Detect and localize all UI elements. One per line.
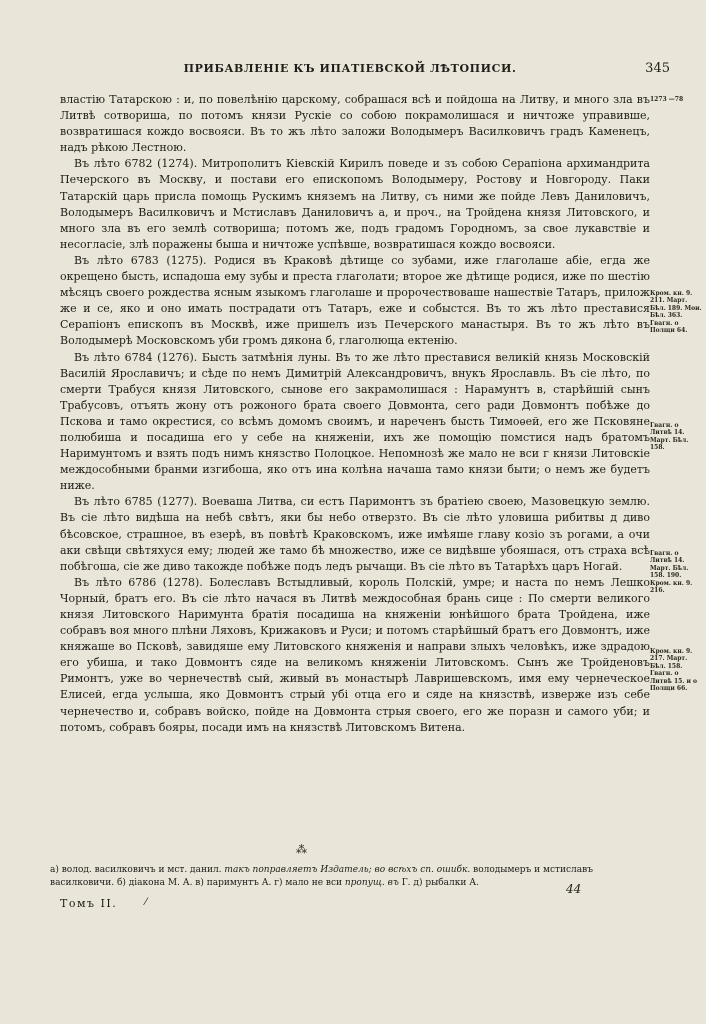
footnotes (50, 864, 650, 890)
margin-note-sources: Кром. кн. 9. 211. Март. Бѣл. 189. Мои. Бѣл. 363. Гвагн. о Полщи 64. (650, 290, 702, 335)
margin-note-years: 1273 —78 (650, 96, 684, 103)
page-number: 345 (645, 61, 670, 76)
footnote-editor-note: такъ поправляетъ Издатель; во всѣхъ сп. ошибк. (224, 865, 471, 875)
footnote-editor-note: пропущ. въ (344, 878, 399, 888)
pencil-tick-mark: ⁄ (145, 897, 147, 908)
sheet-signature: 44 (566, 882, 582, 896)
paragraph: Въ лѣто 6783 (1275). Родися въ Краковѣ дѣтище со зубами, иже глаголаше абіе, егда же окрещено бысть, испадоша ему зубы и преста глаголати; второе же дѣтище родися, иже по шестію мѣсяцъ своего рождества ясным языкомъ глаголаше и пророчествоваше нашествіе Татаръ, прилож же и се, яко и оно имать пострадати отъ Татаръ, еже и собыстся. Въ то жъ лѣто преставися Серапіонъ епископъ въ Москвѣ, иже пришелъ изъ Печерского манастыря. Въ то жъ лѣто въ Володымерѣ Московскомъ уби громъ дякона б, глаголюща ектенію. (60, 253, 650, 348)
footnote-divider-mark: ⁂ (296, 843, 307, 856)
running-header (30, 62, 670, 82)
footnote-text: а) волод. василковичъ и мст. данил. (50, 865, 222, 875)
running-title: ПРИБАВЛЕНIЕ КЪ ИПАТIЕВСКОЙ ЛѢТОПИСИ. (183, 62, 517, 75)
footnote-text: Г. д) рыбалки А. (401, 878, 479, 888)
footnote-text: володымеръ и мстиславъ василковичи. б) діакона М. А. в) паримунтъ А. г) мало не вси (50, 865, 593, 888)
chronicle-text (60, 92, 650, 736)
paragraph: Въ лѣто 6786 (1278). Болеславъ Встыдливый, король Полскій, умре; и наста по немъ Лешко Чорный, братъ его. Въ сіе лѣто начася въ Литвѣ междособная брань сице : По смерти великого князя Литовского Наримунта братія посадиша на княженіи юнѣйшого брата Тройдена, иже собравъ воя много плѣни Ляховъ, Крижаковъ и Руси; и потомъ старѣйшый братъ его Довмонтъ, иже княжаше во Псковѣ, завидяше ему Литовского княженія и направи злыхъ человѣкъ, иже здрадою его убиша, и тако Довмонтъ сяде на великомъ княженіи Литовскомъ. Сынъ же Тройденовъ Римонтъ, уже во чернечествѣ сый, живый въ монастырѣ Лавришевскомъ, имя ему чернеческое Елисей, егда услыша, яко Довмонтъ стрый убі отца его и сяде на князствѣ, изверже изъ себе чернечество и, собравъ войско, пойде на Довмонта стрыя своего, его же поразн и самого уби; и потомъ, собравъ бояры, посади имъ на князствѣ Литовскомъ Витена. (60, 575, 650, 734)
margin-note-sources: Кром. кн. 9. 217. Март. Бѣл. 158. Гвагн. о Литвѣ 15. и о Полщи 66. (650, 648, 698, 693)
margin-note-sources: Гвагн. о Литвѣ 14. Март. Бѣл. 158. 190. Кром. кн. 9. 216. (650, 550, 693, 595)
paragraph: Въ лѣто 6782 (1274). Митрополитъ Кіевскій Кирилъ поведе и зъ собою Серапіона архимандрита Печерского въ Москву, и постави его епископомъ Володымеру, Ростову и Новгороду. Паки Татарскій царь присла помощь Рускимъ княземъ на Литву, съ ними же пойде Левъ Даниловичъ, Володымеръ Василковичъ и Мстиславъ Даниловичъ а, и проч., на Тройдена князя Литовского, и много зла въ его землѣ сотвориша; потомъ же, подъ градомъ Городномъ, за свое лукавствіе и несогласіе, злѣ поражены быша и ничтоже успѣвше, возвратишася кождо восвояси. (60, 157, 650, 251)
volume-label: Томъ II. (60, 897, 118, 910)
paragraph: властію Татарскою : и, по повелѣнію царскому, собрашася всѣ и пойдоша на Литву, и много зла въ Литвѣ сотвориша, по потомъ князи Рускіе со собою покрамолишася и ничтоже управивше, возвратишася кождо восвояси. Въ то жъ лѣто заложи Володымеръ Василковичъ градъ Каменецъ, надъ рѣкою Лестною. (60, 93, 650, 155)
margin-note-sources: Гвагн. о Литвѣ 14. Март. Бѣл. 158. (650, 422, 689, 452)
paragraph: Въ лѣто 6784 (1276). Бысть затмѣнія луны. Въ то же лѣто преставися великій князь Московскій Василій Ярославичъ; и сѣде по немъ Димитрій Александровичъ, внукъ Ярославль. Въ сіе лѣто, по смерти Трабуся князя Литовского, сынове его закрамолишася : Нарамунтъ в, старѣйшій сынъ Трабусовъ, отъять жону отъ рожоного брата своего Довмонта, сего ради Довмонтъ побѣже до Пскова и тамо окрестися, со всѣмъ домомъ своимъ, и нареченъ бысть Тимоѳей, его же Псковяне полюбиша и посадиша его у себе на княженіи, ихъ же помощію помстися надъ братомъ Наримунтомъ и взять подъ нимъ князство Полоцкое. Непомнозѣ же мало не вси г князи Литовскіе междособными бранми изгибоша, яко отъ ина колѣна начаша тамо князи быти; о немъ же будетъ ниже. (60, 350, 650, 493)
paragraph: Въ лѣто 6785 (1277). Воеваша Литва, си естъ Паримонтъ зъ братіею своею, Мазовецкую землю. Въ сіе лѣто видѣша на небѣ свѣтъ, яки бы небо отверзто. Въ сіе лѣто уловиша рибитвы д диво бѣсовское, страшное, въ езерѣ, въ повѣтѣ Краковскомъ, иже имѣяше главу козіо зъ рогами, а очи аки свѣщи свѣтяхуся ему; людей же тамо бѣ множество, иже се видѣвше убояшася, отъ страха всѣ побѣгоша, сіе же диво такожде побѣже подъ ледъ рычащи. Въ сіе лѣто въ Татарѣхъ царъ Ногай. (60, 495, 650, 573)
